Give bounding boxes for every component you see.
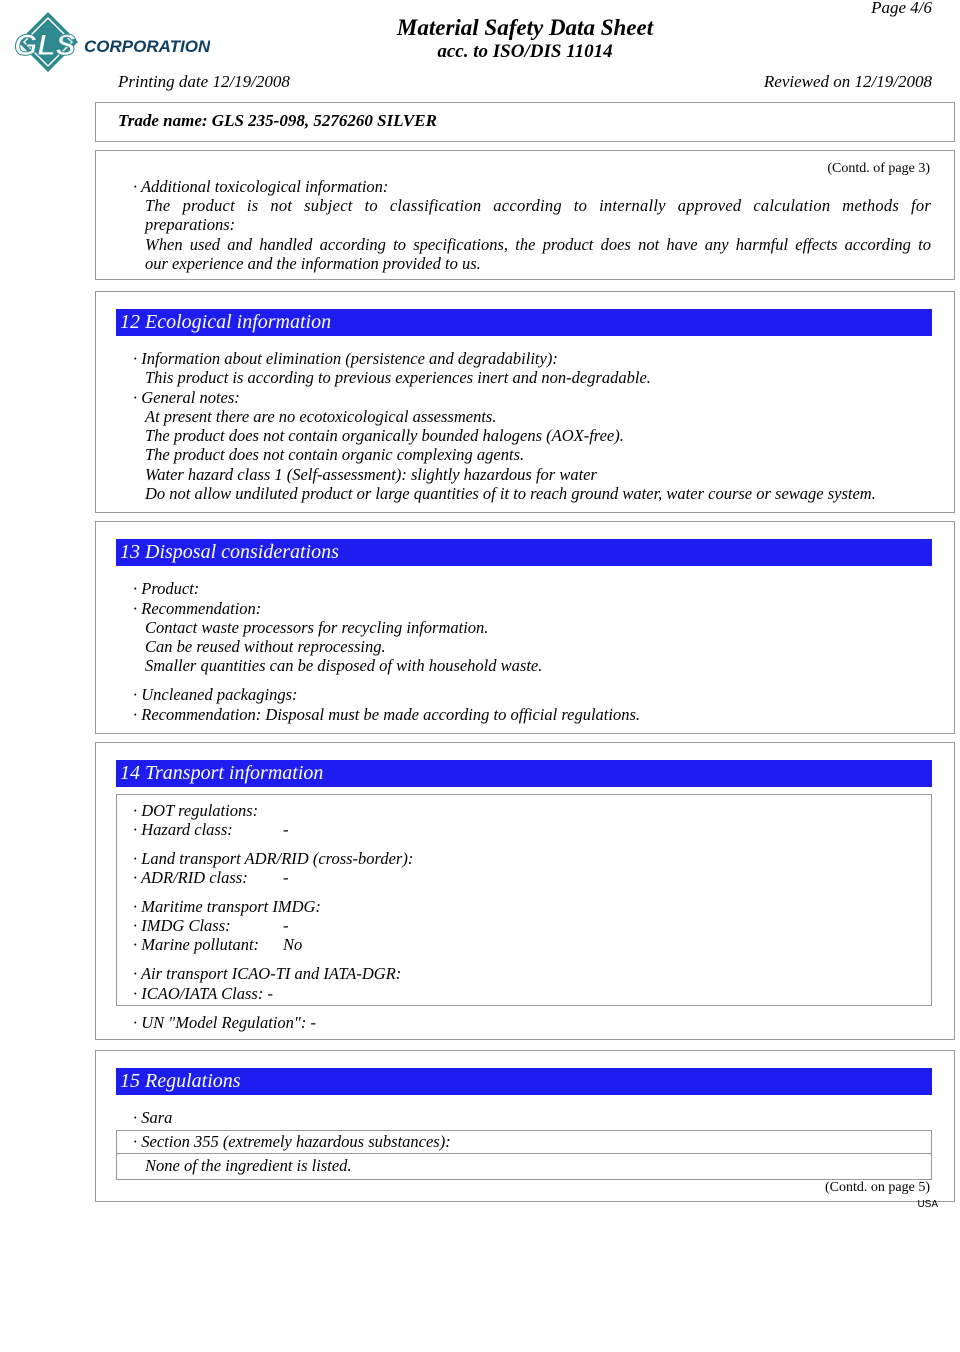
eco-general-notes-heading: · General notes: (133, 388, 240, 407)
page-number: Page 4/6 (871, 0, 932, 17)
regulations-section-title: 15 Regulations (116, 1068, 932, 1095)
regulations-section-355: · Section 355 (extremely hazardous substances): (133, 1132, 451, 1151)
transport-imdg-class: · IMDG Class: - (133, 916, 289, 935)
trade-name: Trade name: GLS 235-098, 5276260 SILVER (118, 111, 437, 130)
transport-land-heading: · Land transport ADR/RID (cross-border): (133, 849, 414, 868)
eco-elimination-text: This product is according to previous experiences inert and non-degradable. (145, 368, 651, 387)
transport-icao-class: · ICAO/IATA Class: - (133, 984, 273, 1003)
disposal-text-2: Can be reused without reprocessing. (145, 637, 386, 656)
company-logo (10, 8, 210, 80)
logo-mark-text: GLS (14, 29, 76, 62)
eco-elimination-heading: · Information about elimination (persistence and degradability): (133, 349, 558, 368)
transport-un-model-regulation: · UN "Model Regulation": - (133, 1013, 316, 1032)
document-title: Material Safety Data Sheet (396, 15, 654, 40)
country-code: USA (917, 1199, 938, 1210)
transport-dot-heading: · DOT regulations: (133, 801, 259, 820)
printing-date: Printing date 12/19/2008 (118, 72, 290, 91)
tox-text-line-3: When used and handled according to specifications, the product does not have any harmful effects according to (145, 235, 931, 254)
reviewed-date: Reviewed on 12/19/2008 (763, 72, 932, 91)
disposal-uncleaned-recommendation: · Recommendation: Disposal must be made according to official regulations. (133, 705, 641, 724)
ecological-section-title: 12 Ecological information (116, 309, 932, 336)
transport-maritime-heading: · Maritime transport IMDG: (133, 897, 321, 916)
eco-note-5: Do not allow undiluted product or large quantities of it to reach ground water, water course or sewage system. (145, 484, 876, 503)
disposal-recommendation-heading: · Recommendation: (133, 599, 262, 618)
disposal-text-1: Contact waste processors for recycling information. (145, 618, 489, 637)
disposal-product-heading: · Product: (133, 579, 200, 598)
transport-air-heading: · Air transport ICAO-TI and IATA-DGR: (133, 964, 402, 983)
tox-heading: · Additional toxicological information: (133, 177, 389, 196)
logo-company-text: CORPORATION (84, 37, 210, 56)
disposal-section-title: 13 Disposal considerations (116, 539, 932, 566)
disposal-uncleaned-heading: · Uncleaned packagings: (133, 685, 298, 704)
eco-note-1: At present there are no ecotoxicological assessments. (145, 407, 497, 426)
tox-text-line-1: The product is not subject to classification according to internally approved calculation methods for (145, 196, 931, 215)
eco-note-4: Water hazard class 1 (Self-assessment): slightly hazardous for water (145, 465, 597, 484)
eco-note-3: The product does not contain organic complexing agents. (145, 445, 525, 464)
regulations-sara-heading: · Sara (133, 1108, 173, 1127)
transport-section-title: 14 Transport information (116, 760, 932, 787)
continued-from-note: (Contd. of page 3) (827, 161, 930, 176)
document-subtitle: acc. to ISO/DIS 11014 (437, 41, 613, 62)
regulations-table-divider (116, 1153, 932, 1154)
transport-hazard-class: · Hazard class: - (133, 820, 289, 839)
transport-marine-pollutant: · Marine pollutant: No (133, 935, 303, 954)
tox-text-line-2: preparations: (145, 215, 236, 234)
continued-on-note: (Contd. on page 5) (825, 1180, 930, 1195)
transport-adr-class: · ADR/RID class: - (133, 868, 289, 887)
eco-note-2: The product does not contain organically bounded halogens (AOX-free). (145, 426, 624, 445)
tox-text-line-4: our experience and the information provided to us. (145, 254, 481, 273)
regulations-none-listed: None of the ingredient is listed. (145, 1156, 352, 1175)
disposal-text-3: Smaller quantities can be disposed of with household waste. (145, 656, 543, 675)
